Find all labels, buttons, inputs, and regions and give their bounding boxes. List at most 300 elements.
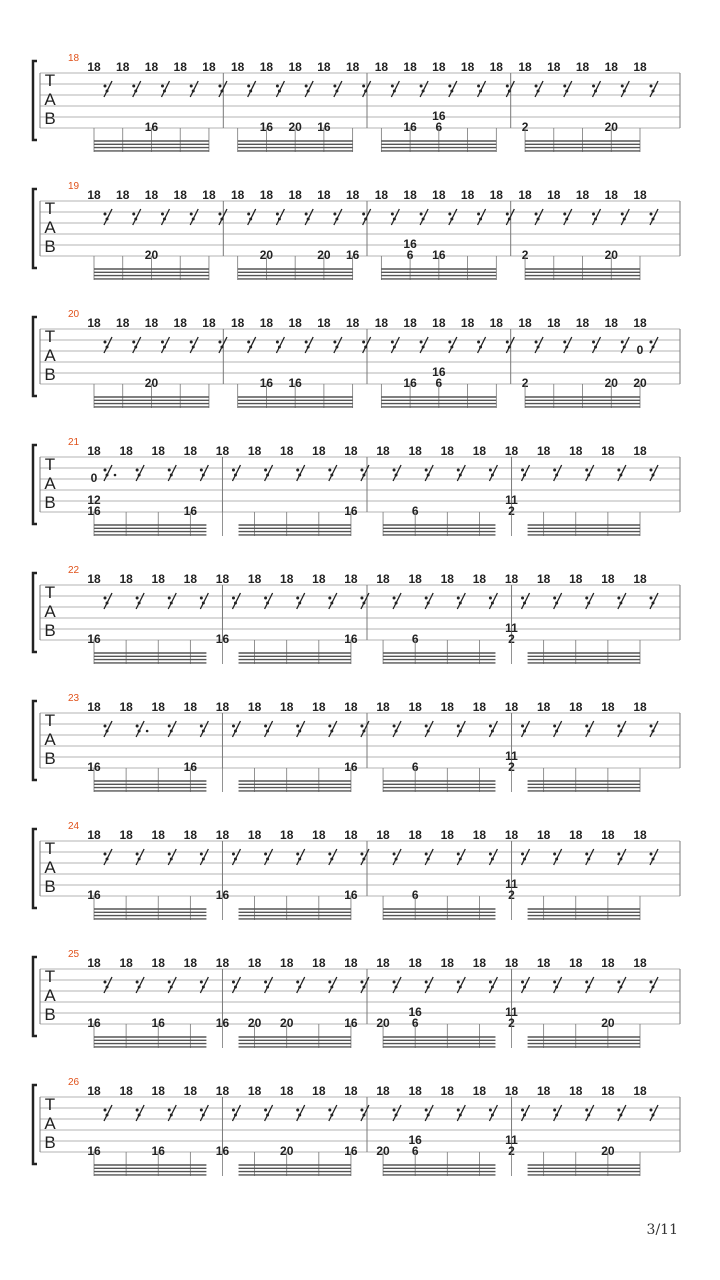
- slash-dot: [479, 346, 482, 349]
- fret-number: 18: [259, 60, 274, 74]
- slash-dot: [220, 218, 223, 221]
- fret-number: 18: [344, 444, 358, 458]
- slash-dot: [491, 986, 494, 989]
- slash-dot: [106, 858, 109, 861]
- slash-dot: [585, 725, 588, 728]
- fret-number: 18: [633, 60, 647, 74]
- slash-dot: [652, 730, 655, 733]
- slash-dot: [264, 469, 267, 472]
- slash-dot: [362, 730, 365, 733]
- fret-number: 18: [460, 60, 475, 74]
- fret-number: 11: [505, 1005, 518, 1019]
- fret-number: 2: [508, 504, 515, 518]
- fret-number: 11: [505, 493, 518, 507]
- slash-dot: [395, 602, 398, 605]
- slash-dot: [617, 469, 620, 472]
- slash-dot: [477, 85, 480, 88]
- fret-number: 18: [575, 188, 590, 202]
- fret-number: 18: [569, 572, 583, 586]
- slash-dot: [587, 730, 590, 733]
- slash-dot: [553, 1109, 556, 1112]
- measure-number: 24: [68, 821, 80, 832]
- fret-number: 18: [376, 1084, 390, 1098]
- fret-number: 18: [569, 956, 583, 970]
- fret-number: 18: [403, 60, 417, 74]
- slash-dot: [619, 474, 622, 477]
- slash-dot: [491, 602, 494, 605]
- fret-number: 6: [411, 1016, 419, 1030]
- fret-number: 18: [633, 572, 647, 586]
- slash-dot: [565, 346, 568, 349]
- slash-dot: [425, 597, 428, 600]
- rhythm-dot: [146, 730, 149, 733]
- fret-number: 11: [505, 621, 518, 635]
- tab-clef-letter: B: [44, 237, 56, 256]
- fret-number: 16: [183, 760, 198, 774]
- slash-dot: [232, 981, 235, 984]
- fret-number: 0: [636, 343, 644, 357]
- fret-number: 18: [280, 700, 294, 714]
- slash-dot: [585, 1109, 588, 1112]
- slash-dot: [264, 1109, 267, 1112]
- slash-dot: [420, 85, 423, 88]
- slash-dot: [106, 218, 109, 221]
- slash-dot: [232, 597, 235, 600]
- slash-dot: [276, 85, 279, 88]
- slash-dot: [330, 858, 333, 861]
- fret-number: 18: [312, 1084, 326, 1098]
- fret-number: 16: [344, 1144, 358, 1158]
- slash-dot: [565, 90, 568, 93]
- slash-dot: [104, 853, 107, 856]
- slash-dot: [362, 602, 365, 605]
- slash-dot: [459, 986, 462, 989]
- slash-dot: [521, 853, 524, 856]
- fret-number: 18: [183, 700, 198, 714]
- slash-dot: [305, 213, 308, 216]
- fret-number: 18: [151, 444, 165, 458]
- fret-number: 18: [259, 316, 274, 330]
- slash-dot: [535, 341, 538, 344]
- fret-number: 18: [151, 828, 165, 842]
- fret-number: 18: [374, 60, 389, 74]
- fret-number: 18: [633, 316, 647, 330]
- fret-number: 18: [504, 444, 519, 458]
- slash-dot: [234, 858, 237, 861]
- slash-dot: [328, 981, 331, 984]
- fret-number: 18: [215, 956, 230, 970]
- slash-dot: [138, 986, 141, 989]
- slash-dot: [134, 218, 137, 221]
- fret-number: 18: [345, 316, 360, 330]
- slash-dot: [619, 858, 622, 861]
- fret-number: 18: [504, 828, 519, 842]
- slash-dot: [395, 986, 398, 989]
- fret-number: 18: [312, 572, 326, 586]
- fret-number: 16: [215, 632, 230, 646]
- fret-number: 18: [116, 60, 130, 74]
- slash-dot: [168, 1109, 171, 1112]
- fret-number: 18: [344, 956, 358, 970]
- slash-dot: [393, 90, 396, 93]
- fret-number: 18: [440, 572, 454, 586]
- slash-dot: [587, 986, 590, 989]
- slash-dot: [652, 218, 655, 221]
- slash-dot: [585, 981, 588, 984]
- tab-clef-letter: B: [44, 621, 56, 640]
- fret-number: 18: [215, 700, 230, 714]
- slash-dot: [619, 986, 622, 989]
- fret-number: 18: [633, 956, 647, 970]
- tab-clef-letter: T: [44, 967, 56, 986]
- tab-clef-letter: B: [44, 749, 56, 768]
- fret-number: 18: [247, 700, 262, 714]
- slash-dot: [104, 469, 107, 472]
- tab-clef-letter: B: [44, 109, 56, 128]
- fret-number: 18: [569, 828, 583, 842]
- fret-number: 18: [633, 1084, 647, 1098]
- measure-number: 20: [68, 309, 80, 320]
- slash-dot: [278, 346, 281, 349]
- fret-number: 18: [408, 1084, 422, 1098]
- fret-number: 18: [504, 956, 519, 970]
- slash-dot: [448, 341, 451, 344]
- fret-number: 18: [408, 572, 422, 586]
- fret-number: 6: [435, 376, 443, 390]
- system-bracket: [33, 573, 37, 652]
- fret-number: 20: [247, 1016, 262, 1030]
- slash-dot: [232, 469, 235, 472]
- slash-dot: [621, 85, 624, 88]
- slash-dot: [192, 346, 195, 349]
- slash-dot: [264, 981, 267, 984]
- slash-dot: [305, 341, 308, 344]
- slash-dot: [264, 597, 267, 600]
- fret-number: 16: [215, 1144, 230, 1158]
- fret-number: 16: [87, 888, 101, 902]
- slash-dot: [296, 1109, 299, 1112]
- fret-number: 20: [280, 1144, 294, 1158]
- fret-number: 2: [508, 1144, 515, 1158]
- slash-dot: [395, 730, 398, 733]
- fret-number: 18: [288, 188, 302, 202]
- slash-dot: [200, 981, 203, 984]
- fret-number: 12: [87, 493, 101, 507]
- slash-dot: [427, 602, 430, 605]
- system-bracket: [33, 1085, 37, 1164]
- slash-dot: [232, 725, 235, 728]
- slash-dot: [489, 1109, 492, 1112]
- fret-number: 18: [312, 828, 326, 842]
- slash-dot: [296, 725, 299, 728]
- slash-dot: [459, 602, 462, 605]
- fret-number: 2: [521, 376, 529, 390]
- slash-dot: [134, 90, 137, 93]
- fret-number: 18: [280, 956, 294, 970]
- slash-dot: [136, 725, 139, 728]
- fret-number: 20: [604, 376, 618, 390]
- fret-number: 18: [119, 572, 133, 586]
- slash-dot: [393, 597, 396, 600]
- slash-dot: [132, 213, 135, 216]
- fret-number: 18: [119, 700, 133, 714]
- fret-number: 18: [432, 316, 446, 330]
- fret-number: 2: [521, 120, 529, 134]
- fret-number: 16: [317, 120, 331, 134]
- fret-number: 16: [408, 1005, 422, 1019]
- slash-dot: [448, 213, 451, 216]
- fret-number: 18: [472, 700, 487, 714]
- slash-dot: [652, 858, 655, 861]
- slash-dot: [563, 341, 566, 344]
- fret-number: 18: [344, 700, 358, 714]
- slash-dot: [163, 346, 166, 349]
- fret-number: 18: [119, 828, 133, 842]
- fret-number: 18: [312, 956, 326, 970]
- slash-dot: [362, 1114, 365, 1117]
- fret-number: 18: [575, 316, 590, 330]
- slash-dot: [521, 469, 524, 472]
- slash-dot: [521, 725, 524, 728]
- fret-number: 18: [317, 188, 331, 202]
- fret-number: 18: [231, 316, 245, 330]
- slash-dot: [328, 469, 331, 472]
- slash-dot: [422, 346, 425, 349]
- slash-dot: [491, 858, 494, 861]
- tab-clef-letter: T: [44, 199, 56, 218]
- slash-dot: [391, 213, 394, 216]
- fret-number: 18: [87, 188, 101, 202]
- fret-number: 18: [116, 188, 130, 202]
- fret-number: 16: [403, 120, 417, 134]
- fret-number: 2: [508, 888, 515, 902]
- slash-dot: [170, 986, 173, 989]
- slash-dot: [617, 853, 620, 856]
- slash-dot: [360, 853, 363, 856]
- fret-number: 18: [215, 572, 230, 586]
- fret-number: 18: [518, 60, 532, 74]
- slash-dot: [232, 1109, 235, 1112]
- slash-dot: [296, 981, 299, 984]
- fret-number: 2: [508, 632, 515, 646]
- tab-clef-letter: A: [44, 602, 56, 621]
- slash-dot: [650, 597, 653, 600]
- slash-dot: [506, 341, 509, 344]
- fret-number: 18: [288, 316, 302, 330]
- slash-dot: [563, 85, 566, 88]
- fret-number: 6: [411, 888, 419, 902]
- fret-number: 18: [183, 1084, 198, 1098]
- slash-dot: [330, 474, 333, 477]
- slash-dot: [491, 1114, 494, 1117]
- tab-clef-letter: A: [44, 1114, 56, 1133]
- tab-clef-letter: B: [44, 1005, 56, 1024]
- slash-dot: [132, 85, 135, 88]
- slash-dot: [163, 90, 166, 93]
- slash-dot: [393, 981, 396, 984]
- fret-number: 18: [536, 956, 551, 970]
- fret-number: 18: [472, 1084, 487, 1098]
- slash-dot: [479, 218, 482, 221]
- tab-clef-letter: A: [44, 858, 56, 877]
- measure-number: 18: [68, 53, 80, 64]
- slash-dot: [330, 730, 333, 733]
- fret-number: 18: [202, 316, 216, 330]
- slash-dot: [592, 213, 595, 216]
- slash-dot: [555, 1114, 558, 1117]
- slash-dot: [422, 90, 425, 93]
- slash-dot: [330, 986, 333, 989]
- slash-dot: [360, 597, 363, 600]
- fret-number: 18: [440, 444, 454, 458]
- slash-dot: [190, 213, 193, 216]
- slash-dot: [202, 1114, 205, 1117]
- slash-dot: [136, 597, 139, 600]
- slash-dot: [623, 346, 626, 349]
- fret-number: 18: [536, 572, 551, 586]
- slash-dot: [138, 474, 141, 477]
- fret-number: 6: [411, 504, 419, 518]
- slash-dot: [594, 90, 597, 93]
- page-number: 3/11: [646, 1222, 678, 1238]
- fret-number: 18: [202, 60, 216, 74]
- slash-dot: [360, 981, 363, 984]
- slash-dot: [619, 730, 622, 733]
- fret-number: 18: [87, 444, 101, 458]
- fret-number: 18: [374, 188, 389, 202]
- tab-clef-letter: B: [44, 1133, 56, 1152]
- fret-number: 18: [440, 956, 454, 970]
- rhythm-dot: [114, 474, 117, 477]
- fret-number: 18: [151, 700, 165, 714]
- slash-dot: [335, 346, 338, 349]
- fret-number: 18: [403, 188, 417, 202]
- system-bracket: [33, 957, 37, 1036]
- slash-dot: [652, 90, 655, 93]
- slash-dot: [333, 85, 336, 88]
- slash-dot: [395, 474, 398, 477]
- slash-dot: [448, 85, 451, 88]
- slash-dot: [328, 725, 331, 728]
- system-bracket: [33, 829, 37, 908]
- fret-number: 16: [403, 237, 417, 251]
- slash-dot: [585, 597, 588, 600]
- fret-number: 2: [521, 248, 529, 262]
- slash-dot: [652, 346, 655, 349]
- slash-dot: [202, 986, 205, 989]
- slash-dot: [170, 602, 173, 605]
- slash-dot: [553, 981, 556, 984]
- slash-dot: [364, 218, 367, 221]
- slash-dot: [652, 1114, 655, 1117]
- slash-dot: [393, 469, 396, 472]
- slash-dot: [202, 474, 205, 477]
- fret-number: 18: [536, 1084, 551, 1098]
- fret-number: 20: [604, 248, 618, 262]
- slash-dot: [234, 1114, 237, 1117]
- slash-dot: [427, 1114, 430, 1117]
- slash-dot: [621, 341, 624, 344]
- slash-dot: [104, 725, 107, 728]
- fret-number: 18: [547, 316, 561, 330]
- slash-dot: [555, 602, 558, 605]
- fret-number: 18: [601, 444, 615, 458]
- slash-dot: [523, 1114, 526, 1117]
- slash-dot: [619, 1114, 622, 1117]
- slash-dot: [134, 346, 137, 349]
- fret-number: 16: [259, 120, 274, 134]
- slash-dot: [477, 341, 480, 344]
- slash-dot: [247, 85, 250, 88]
- measure-number: 21: [68, 437, 80, 448]
- slash-dot: [450, 346, 453, 349]
- slash-dot: [450, 218, 453, 221]
- fret-number: 18: [215, 444, 230, 458]
- slash-dot: [136, 981, 139, 984]
- slash-dot: [218, 85, 221, 88]
- slash-dot: [523, 986, 526, 989]
- fret-number: 18: [151, 572, 165, 586]
- fret-number: 16: [144, 120, 159, 134]
- fret-number: 18: [151, 956, 165, 970]
- slash-dot: [136, 469, 139, 472]
- fret-number: 18: [376, 444, 390, 458]
- fret-number: 18: [183, 444, 198, 458]
- slash-dot: [104, 85, 107, 88]
- fret-number: 18: [633, 700, 647, 714]
- fret-number: 18: [569, 1084, 583, 1098]
- slash-dot: [104, 341, 107, 344]
- slash-dot: [296, 853, 299, 856]
- measure-number: 25: [68, 949, 80, 960]
- slash-dot: [333, 341, 336, 344]
- slash-dot: [249, 218, 252, 221]
- fret-number: 11: [505, 749, 518, 763]
- fret-number: 18: [119, 444, 133, 458]
- fret-number: 18: [376, 956, 390, 970]
- slash-dot: [138, 858, 141, 861]
- slash-dot: [555, 730, 558, 733]
- fret-number: 18: [87, 956, 101, 970]
- slash-dot: [328, 853, 331, 856]
- fret-number: 20: [604, 120, 618, 134]
- slash-dot: [106, 1114, 109, 1117]
- slash-dot: [360, 469, 363, 472]
- fret-number: 20: [376, 1016, 390, 1030]
- slash-dot: [395, 1114, 398, 1117]
- slash-dot: [276, 341, 279, 344]
- slash-dot: [266, 730, 269, 733]
- fret-number: 18: [633, 444, 647, 458]
- fret-number: 18: [231, 188, 245, 202]
- fret-number: 16: [87, 1016, 101, 1030]
- slash-dot: [594, 346, 597, 349]
- fret-number: 16: [432, 248, 446, 262]
- fret-number: 18: [633, 828, 647, 842]
- fret-number: 20: [376, 1144, 390, 1158]
- fret-number: 20: [144, 248, 159, 262]
- slash-dot: [617, 1109, 620, 1112]
- slash-dot: [395, 858, 398, 861]
- fret-number: 20: [259, 248, 274, 262]
- slash-dot: [138, 1114, 141, 1117]
- fret-number: 18: [344, 1084, 358, 1098]
- fret-number: 6: [411, 1144, 419, 1158]
- slash-dot: [360, 1109, 363, 1112]
- fret-number: 18: [376, 828, 390, 842]
- fret-number: 18: [215, 1084, 230, 1098]
- fret-number: 18: [440, 1084, 454, 1098]
